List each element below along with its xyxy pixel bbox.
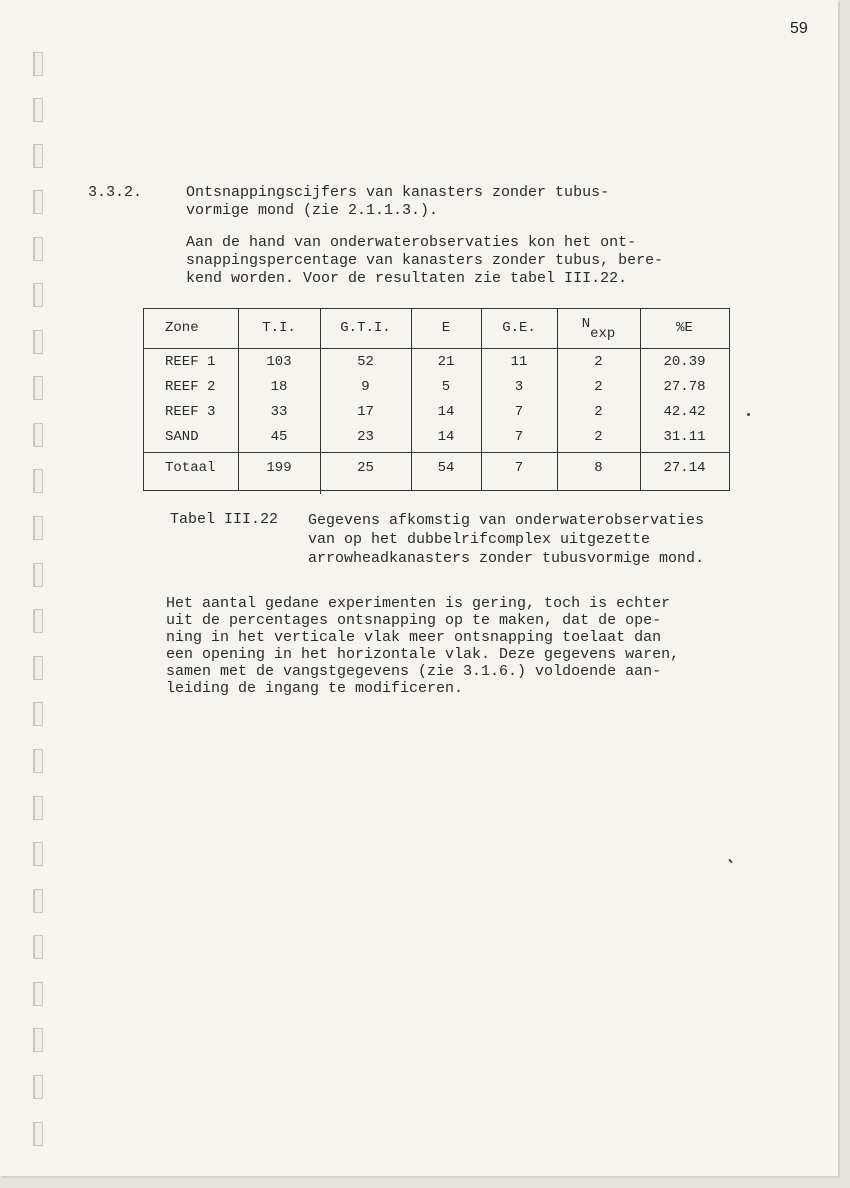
table-cell: 14 (437, 429, 455, 445)
conclusion-paragraph (166, 595, 679, 697)
table-rule (143, 490, 730, 491)
section-title-line: Ontsnappingscijfers van kanasters zonder tubus- (186, 184, 610, 201)
table-cell: 11 (510, 354, 528, 370)
table-cell: 31.11 (663, 429, 706, 445)
section-number: 3.3.2. (88, 184, 143, 201)
binding-hole (33, 889, 43, 913)
table-cell: REEF 1 (165, 354, 216, 370)
binding-hole (33, 98, 43, 122)
table-header-pct-e: %E (676, 320, 693, 336)
table-total-cell: Totaal (165, 460, 216, 476)
binding-hole (33, 563, 43, 587)
caption-line: Gegevens afkomstig van onderwaterobservaties (308, 512, 705, 529)
binding-hole (33, 237, 43, 261)
table-cell: 2 (594, 404, 603, 420)
table-cell: 2 (594, 354, 603, 370)
table-cell: 45 (270, 429, 288, 445)
table-total-cell: 27.14 (663, 460, 706, 476)
table-rule (729, 308, 730, 491)
binding-hole (33, 609, 43, 633)
binding-hole (33, 190, 43, 214)
table-cell: 17 (357, 404, 374, 420)
table-header-ti: T.I. (262, 320, 296, 336)
binding-hole (33, 469, 43, 493)
table-cell: SAND (165, 429, 199, 445)
header-n-subscript: exp (590, 326, 616, 342)
table-cell: 52 (357, 354, 374, 370)
table-total-cell: 8 (594, 460, 603, 476)
table-cell: 21 (437, 354, 455, 370)
table-cell: 14 (437, 404, 455, 420)
table-header-zone: Zone (165, 320, 199, 336)
binding-hole (33, 796, 43, 820)
table-cell: 42.42 (663, 404, 706, 420)
paragraph-line: een opening in het horizontale vlak. Deze gegevens waren, (166, 646, 680, 663)
stray-mark (747, 413, 750, 416)
table-header-ge: G.E. (502, 320, 536, 336)
section-title-line: vormige mond (zie 2.1.1.3.). (186, 202, 439, 219)
table-total-cell: 25 (357, 460, 374, 476)
caption-line: arrowheadkanasters zonder tubusvormige mond. (308, 550, 705, 567)
binding-hole (33, 1122, 43, 1146)
table-cell: 2 (594, 379, 603, 395)
table-rule (143, 452, 730, 453)
paragraph-line: snappingspercentage van kanasters zonder tubus, bere- (186, 252, 664, 269)
table-total-cell: 199 (266, 460, 292, 476)
header-n: N (581, 316, 591, 332)
table-cell: 7 (514, 404, 524, 420)
table-cell: 2 (594, 429, 603, 445)
binding-hole (33, 283, 43, 307)
table-cell: 3 (514, 379, 524, 395)
table-rule (143, 308, 730, 309)
paragraph-line: Het aantal gedane experimenten is gering, toch is echter (166, 595, 671, 612)
table-cell: 33 (270, 404, 288, 420)
table-header-nexp (557, 316, 640, 342)
table-cell: REEF 3 (165, 404, 216, 420)
paragraph-line: samen met de vangstgegevens (zie 3.1.6.) voldoende aan- (166, 663, 662, 680)
table-caption-text (308, 511, 704, 568)
table-cell: REEF 2 (165, 379, 216, 395)
table-cell: 7 (514, 429, 524, 445)
paragraph-line: leiding de ingang te modificeren. (166, 680, 464, 697)
binding-hole (33, 842, 43, 866)
binding-hole (33, 749, 43, 773)
binding-hole (33, 656, 43, 680)
paragraph-line: kend worden. Voor de resultaten zie tabel III.22. (186, 270, 628, 287)
intro-paragraph (186, 234, 663, 288)
binding-hole (33, 330, 43, 354)
table-rule (143, 348, 730, 349)
section-title (186, 184, 609, 220)
binding-hole (33, 982, 43, 1006)
table-rule (143, 308, 144, 491)
paragraph-line: ning in het verticale vlak meer ontsnapping toelaat dan (166, 629, 662, 646)
binding-hole (33, 52, 43, 76)
table-cell: 23 (357, 429, 374, 445)
table-cell: 5 (441, 379, 451, 395)
binding-hole (33, 516, 43, 540)
table-caption-label: Tabel III.22 (170, 511, 279, 528)
binding-hole (33, 376, 43, 400)
table-cell: 27.78 (663, 379, 706, 395)
page-number: 59 (790, 20, 808, 37)
table-cell: 18 (270, 379, 288, 395)
data-table (143, 308, 730, 491)
table-cell: 20.39 (663, 354, 706, 370)
binding-hole (33, 144, 43, 168)
stray-mark (728, 859, 733, 864)
table-total-cell: 54 (437, 460, 455, 476)
binding-hole (33, 935, 43, 959)
table-cell: 9 (361, 379, 370, 395)
binding-hole (33, 702, 43, 726)
binding-hole (33, 423, 43, 447)
paragraph-line: Aan de hand van onderwaterobservaties kon het ont- (186, 234, 637, 251)
binding-hole (33, 1075, 43, 1099)
table-cell: 103 (266, 354, 292, 370)
caption-line: van op het dubbelrifcomplex uitgezette (308, 531, 651, 548)
table-total-cell: 7 (514, 460, 524, 476)
paragraph-line: uit de percentages ontsnapping op te maken, dat de ope- (166, 612, 662, 629)
table-header-e: E (441, 320, 451, 336)
table-header-gti: G.T.I. (340, 320, 391, 336)
binding-hole (33, 1028, 43, 1052)
